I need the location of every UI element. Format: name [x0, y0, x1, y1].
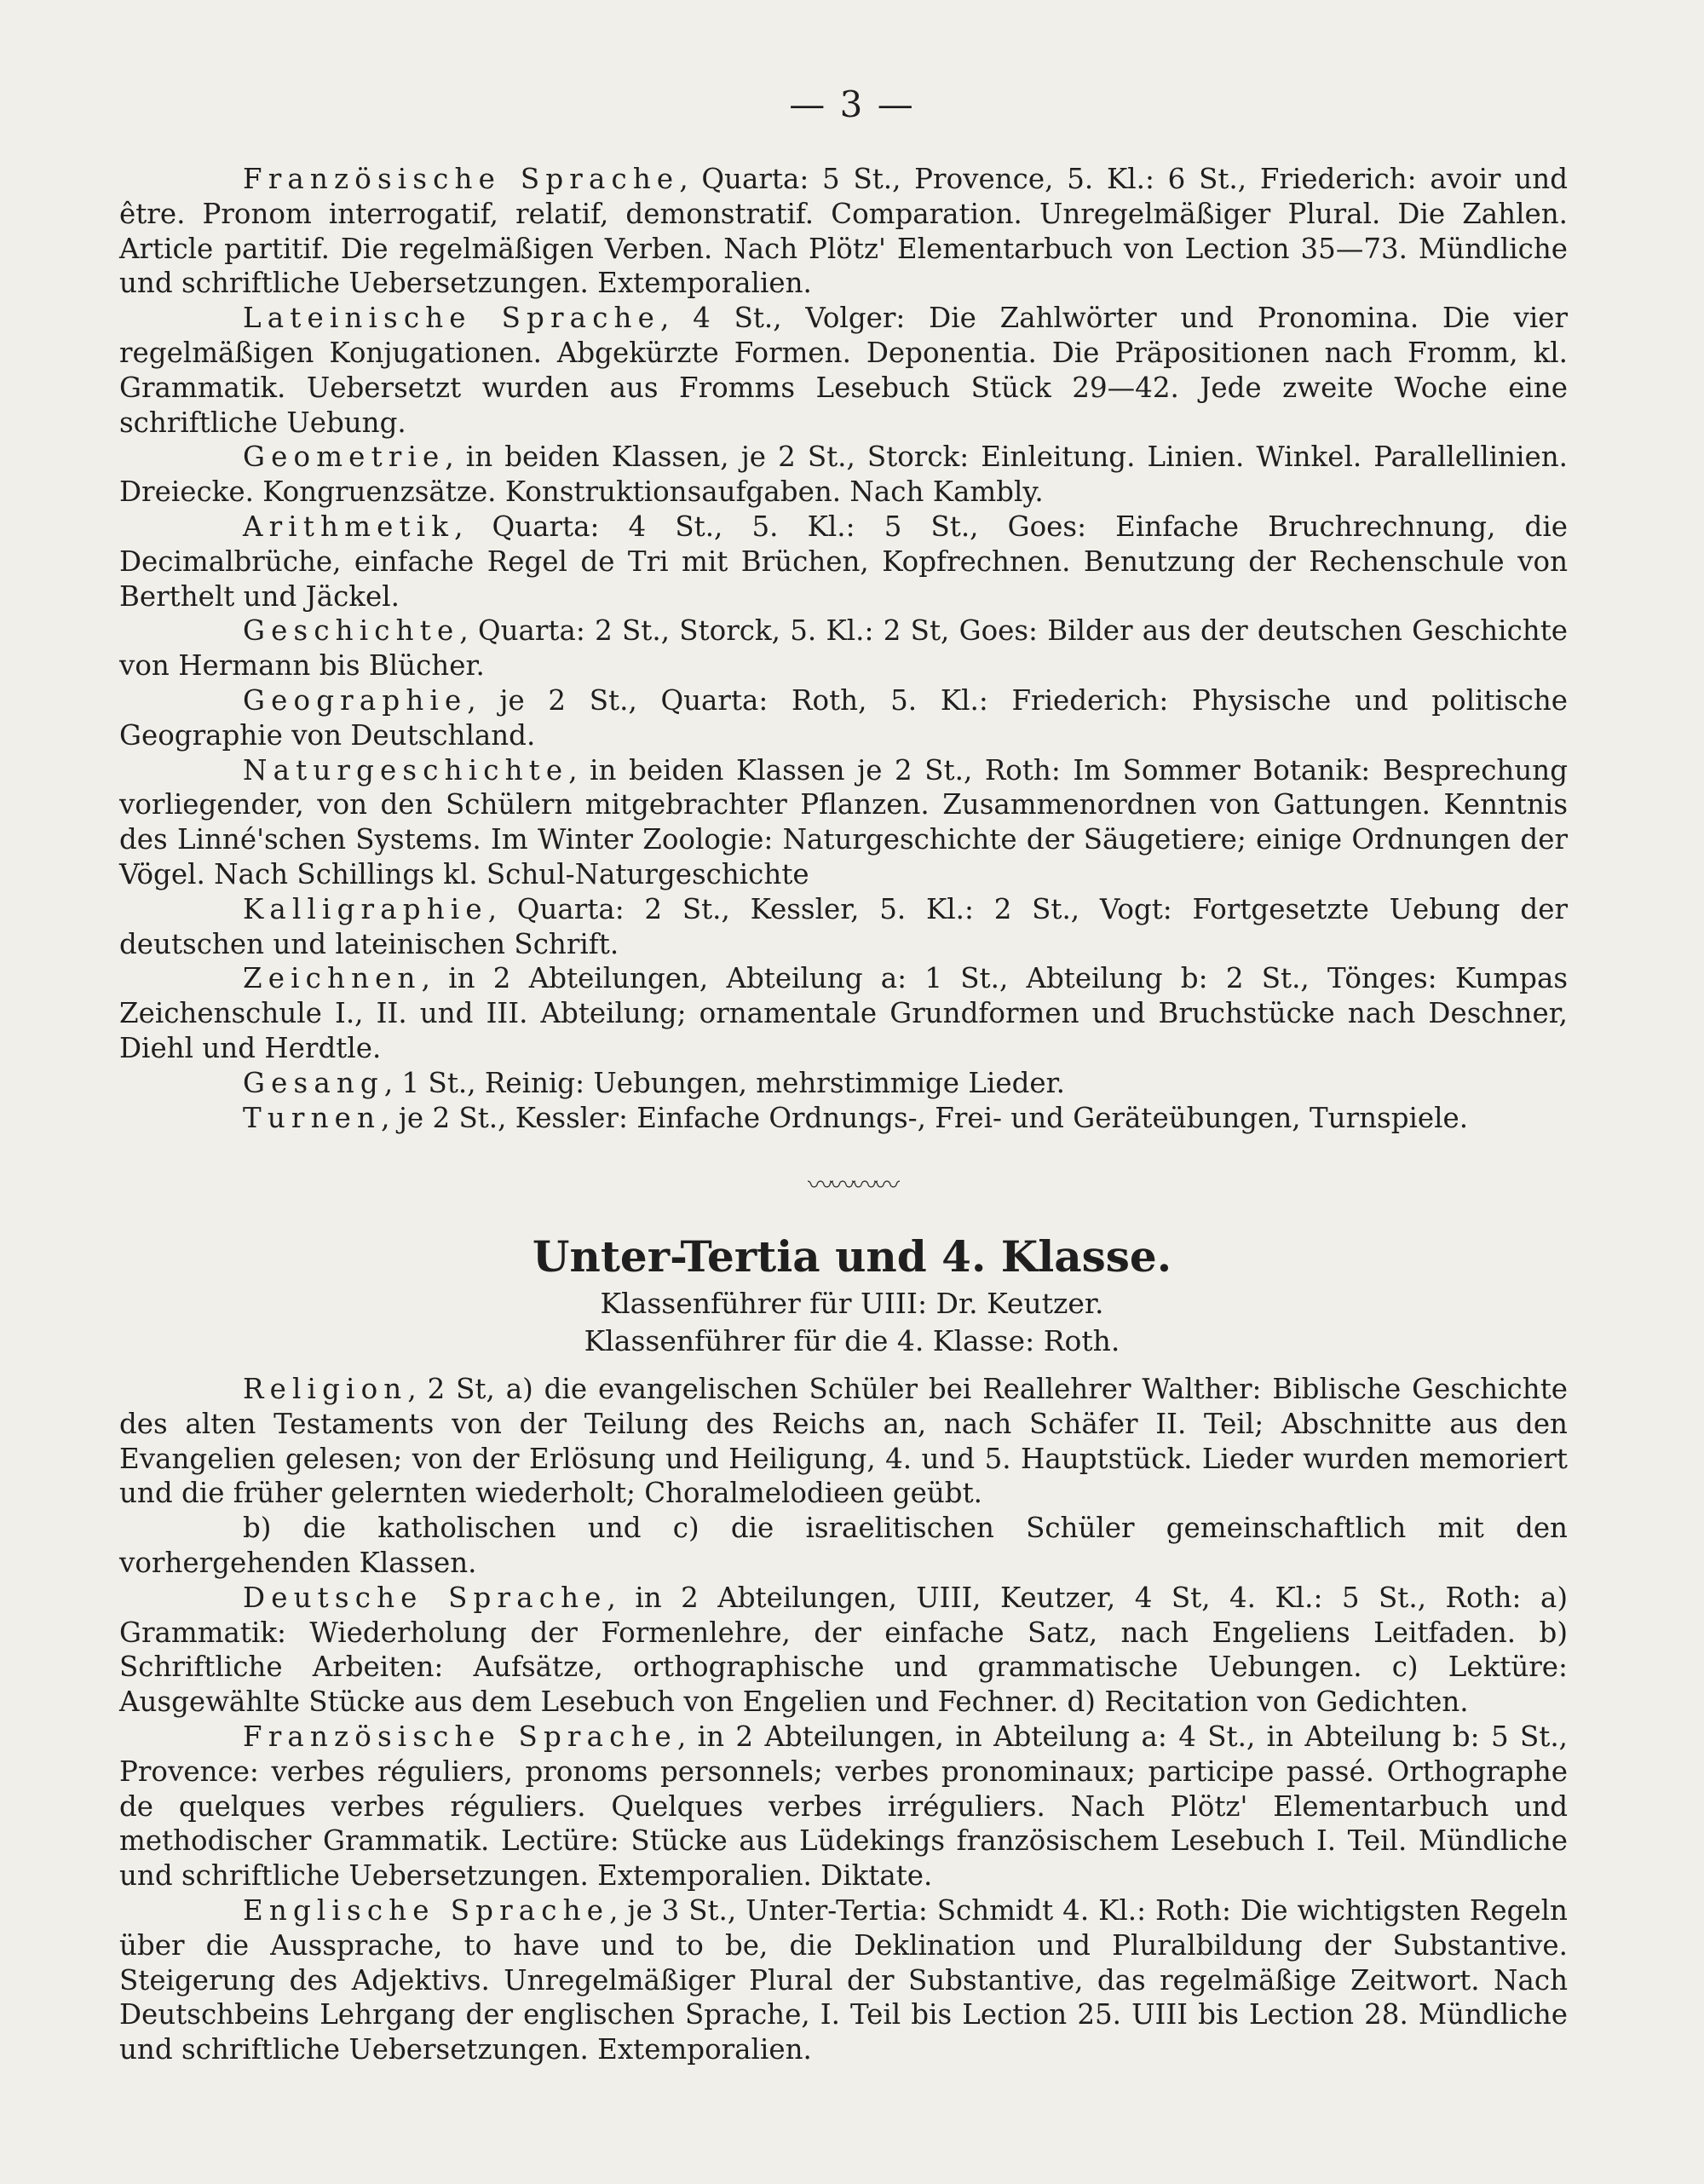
paragraph-geometrie — [119, 440, 1568, 510]
paragraph-text: , in 2 Abteilungen, Abteilung a: 1 St., Abteilung b: 2 St., Tönges: Kumpas Zeichenschule I., II. und III. Abteilung; ornamentale Grundformen und Bruchstücke nach Deschner, Diehl und Herdtle. — [119, 962, 1568, 1064]
subject-label: Arithmetik — [243, 510, 455, 543]
subject-label: Französische Sprache — [243, 1720, 677, 1753]
section-heading: Unter-Tertia und 4. Klasse. — [532, 1231, 1172, 1282]
paragraph-text: , in beiden Klassen je 2 St., Roth: Im Sommer Botanik: Besprechung vorliegender, von den Schülern mitgebrachter Pflanzen. Zusammenordnen von Gattungen. Kenntnis des Linné'schen Systems. Im Winter Zoologie: Naturgeschichte der Säugetiere; einige Ordnungen der Vögel. Nach Schillings kl. Schul-Naturgeschichte — [119, 753, 1568, 890]
paragraph-franzoesisch-2 — [119, 1720, 1568, 1893]
quarta-section — [119, 162, 1568, 1135]
paragraph-kalligraphie — [119, 892, 1568, 962]
subject-label: Deutsche Sprache — [243, 1581, 607, 1614]
paragraph-deutsch — [119, 1581, 1568, 1720]
paragraph-text: , in 2 Abteilungen, in Abteilung a: 4 St., in Abteilung b: 5 St., Provence: verbes réguliers, pronoms personnels; verbes pronominaux; participe passé. Orthographe de quelques verbes réguliers. Quelques verbes irréguliers. Nach Plötz' Elementarbuch und methodischer Grammatik. Lectüre: Stücke aus Lüdekings französischem Lesebuch I. Teil. Mündliche und schriftliche Uebersetzungen. Extemporalien. Diktate. — [119, 1720, 1568, 1893]
paragraph-text: , 4 St., Volger: Die Zahlwörter und Pronomina. Die vier regelmäßigen Konjugationen. Abgekürzte Formen. Deponentia. Die Präpositionen nach Fromm, kl. Grammatik. Uebersetzt wurden aus Fromms Lesebuch Stück 29—42. Jede zweite Woche eine schriftliche Uebung. — [119, 302, 1569, 439]
subject-label: Französische Sprache — [243, 163, 680, 195]
paragraph-geschichte — [119, 614, 1568, 683]
paragraph-text: , 1 St., Reinig: Uebungen, mehrstimmige Lieder. — [383, 1066, 1065, 1099]
paragraph-text: b) die katholischen und c) die israelitischen Schüler gemeinschaftlich mit den vorhergehenden Klassen. — [119, 1512, 1568, 1579]
paragraph-text: , je 2 St., Kessler: Einfache Ordnungs-, Frei- und Geräteübungen, Turnspiele. — [381, 1101, 1469, 1134]
untertertia-section — [119, 1372, 1568, 2067]
paragraph-religion — [119, 1372, 1568, 1511]
paragraph-englisch — [119, 1893, 1568, 2067]
subject-label: Gesang — [243, 1066, 384, 1099]
subject-label: Naturgeschichte — [243, 753, 569, 787]
paragraph-text: , Quarta: 5 St., Provence, 5. Kl.: 6 St., Friederich: avoir und être. Pronom interrogatif, relatif, demonstratif. Comparation. Unregelmäßiger Plural. Die Zahlen. Article partitif. Die regelmäßigen Verben. Nach Plötz' Elementarbuch von Lection 35—73. Mündliche und schriftliche Uebersetzungen. Extemporalien. — [119, 163, 1569, 300]
paragraph-text: , in 2 Abteilungen, UIII, Keutzer, 4 St, 4. Kl.: 5 St., Roth: a) Grammatik: Wiederholung der Formenlehre, der einfache Satz, nach Engeliens Leitfaden. b) Schriftliche Arbeiten: Aufsätze, orthographische und grammatische Uebungen. c) Lektüre: Ausgewählte Stücke aus dem Lesebuch von Engelien und Fechner. d) Recitation von Gedichten. — [119, 1581, 1568, 1719]
paragraph-gesang — [119, 1066, 1568, 1101]
section-divider: 〰〰〰〰 — [808, 1171, 896, 1201]
paragraph-religion-b — [119, 1511, 1568, 1581]
paragraph-text: , Quarta: 4 St., 5. Kl.: 5 St., Goes: Einfache Bruchrechnung, die Decimalbrüche, einfache Regel de Tri mit Brüchen, Kopfrechnen. Benutzung der Rechenschule von Berthelt und Jäckel. — [119, 510, 1568, 613]
paragraph-zeichnen — [119, 961, 1568, 1065]
paragraph-turnen — [119, 1101, 1568, 1136]
paragraph-naturgeschichte — [119, 753, 1568, 892]
subject-label: Lateinische Sprache — [243, 302, 661, 335]
paragraph-arithmetik — [119, 510, 1568, 614]
paragraph-text: , Quarta: 2 St., Kessler, 5. Kl.: 2 St., Vogt: Fortgesetzte Uebung der deutschen und lateinischen Schrift. — [119, 892, 1568, 960]
subject-label: Turnen — [243, 1101, 382, 1134]
paragraph-text: , je 3 St., Unter-Tertia: Schmidt 4. Kl.: Roth: Die wichtigsten Regeln über die Aussprache, to have und to be, die Deklination und Pluralbildung der Substantive. Steigerung des Adjektivs. Unregelmäßiger Plural der Substantive, das regelmäßige Zeitwort. Nach Deutschbeins Lehrgang der englischen Sprache, I. Teil bis Lection 25. UIII bis Lection 28. Mündliche und schriftliche Uebersetzungen. Extemporalien. — [119, 1893, 1568, 2066]
class-leader-uiii: Klassenführer für UIII: Dr. Keutzer. — [600, 1287, 1104, 1320]
paragraph-text: , 2 St, a) die evangelischen Schüler bei Reallehrer Walther: Biblische Geschichte des alten Testaments von der Teilung des Reichs an, nach Schäfer II. Teil; Abschnitte aus den Evangelien gelesen; von der Erlösung und Heiligung, 4. und 5. Hauptstück. Lieder wurden memoriert und die früher gelernten wiederholt; Choralmelodieen geübt. — [119, 1373, 1568, 1510]
paragraph-text: , Quarta: 2 St., Storck, 5. Kl.: 2 St, Goes: Bilder aus der deutschen Geschichte von Hermann bis Blücher. — [119, 614, 1568, 683]
paragraph-latein — [119, 301, 1568, 440]
subject-label: Geographie — [243, 683, 468, 717]
subject-label: Geometrie — [243, 441, 446, 474]
page-number: — 3 — — [789, 84, 915, 125]
subject-label: Englische Sprache — [243, 1893, 610, 1927]
paragraph-franzoesisch — [119, 162, 1568, 301]
subject-label: Geschichte — [243, 614, 460, 648]
class-leader-4: Klassenführer für die 4. Klasse: Roth. — [584, 1324, 1120, 1357]
paragraph-text: , in beiden Klassen, je 2 St., Storck: Einleitung. Linien. Winkel. Parallellinien. Dreiecke. Kongruenzsätze. Konstruktionsaufgaben. Nach Kambly. — [119, 441, 1568, 509]
paragraph-text: , je 2 St., Quarta: Roth, 5. Kl.: Friederich: Physische und politische Geographie von Deutschland. — [119, 683, 1568, 752]
paragraph-geographie — [119, 683, 1568, 753]
subject-label: Zeichnen — [243, 962, 422, 995]
subject-label: Kalligraphie — [243, 892, 488, 925]
subject-label: Religion — [243, 1373, 408, 1405]
